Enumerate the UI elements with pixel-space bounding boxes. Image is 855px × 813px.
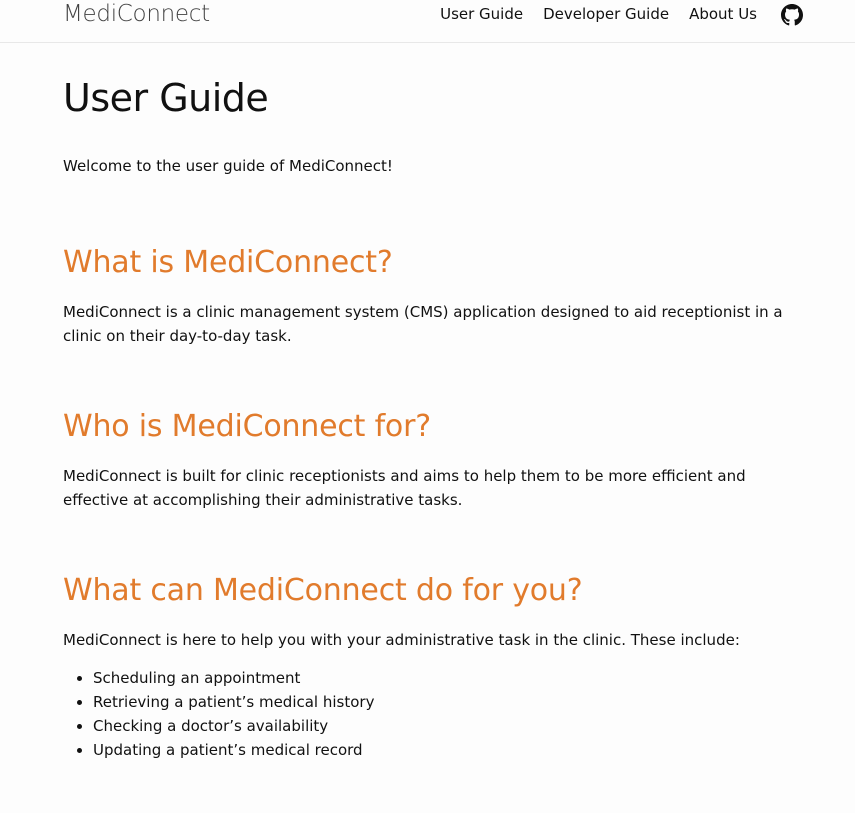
section-heading-what-can-do: What can MediConnect do for you? — [63, 573, 583, 608]
list-item: • Retrieving a patient’s medical history — [93, 690, 807, 714]
nav-link-about-us[interactable]: About Us — [689, 5, 757, 23]
main-content — [63, 72, 807, 762]
nav-link-developer-guide[interactable]: Developer Guide — [543, 5, 670, 23]
page-title: User Guide — [63, 76, 269, 120]
site-header — [0, 0, 855, 43]
list-item: • Scheduling an appointment — [93, 666, 807, 690]
section-body-what-is: MediConnect is a clinic management system (CMS) application designed to aid receptionist in a clinic on their day-to-day task. — [63, 303, 783, 345]
site-title-link[interactable]: MediConnect — [63, 1, 210, 27]
list-item: • Checking a doctor’s availability — [93, 714, 807, 738]
section-heading-who-is-for: Who is MediConnect for? — [63, 409, 431, 444]
intro-text: Welcome to the user guide of MediConnect! — [63, 157, 393, 175]
section-body-who-is-for: MediConnect is built for clinic receptionists and aims to help them to be more efficient and effective at accomplishing their administrative tasks. — [63, 467, 746, 509]
site-nav — [420, 4, 803, 24]
feature-list — [63, 666, 807, 762]
github-icon[interactable] — [781, 4, 803, 26]
section-heading-what-is: What is MediConnect? — [63, 245, 393, 280]
list-item: • Updating a patient’s medical record — [93, 738, 807, 762]
section-body-what-can-do: MediConnect is here to help you with your administrative task in the clinic. These include: — [63, 631, 740, 649]
nav-link-user-guide[interactable]: User Guide — [440, 5, 524, 23]
